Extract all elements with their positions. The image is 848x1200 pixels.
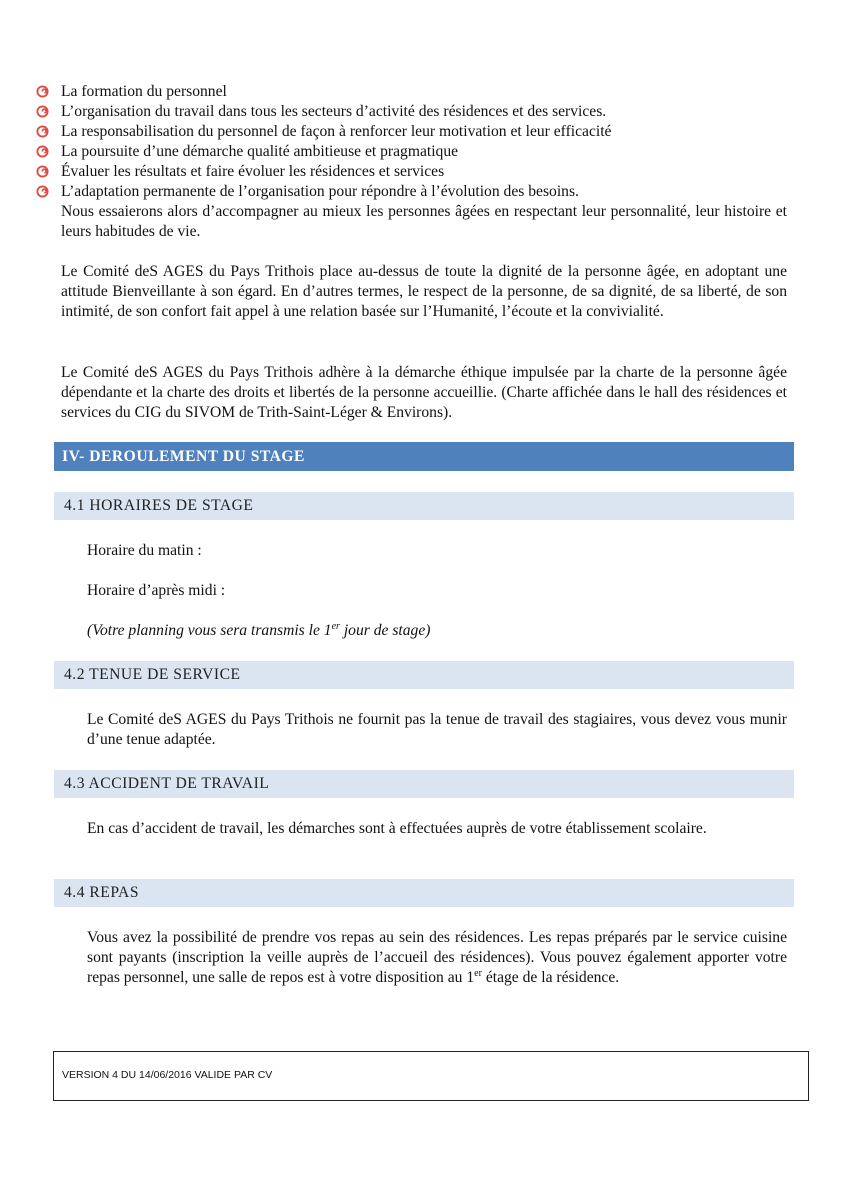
subsection-heading-4-2: 4.2 TENUE DE SERVICE bbox=[54, 661, 794, 689]
list-item-text: La responsabilisation du personnel de façon à renforcer leur motivation et leur efficacité bbox=[61, 123, 612, 140]
meals-text-end: étage de la résidence. bbox=[481, 969, 620, 986]
list-item-text: L’organisation du travail dans tous les secteurs d’activité des résidences et des services. bbox=[61, 103, 607, 120]
ethics-paragraph: Le Comité deS AGES du Pays Trithois adhère à la démarche éthique impulsée par la charte de la personne âgée dépendante et la charte des droits et libertés de la personne accueillie. (Charte affichée dans le hall des résidences et services du CIG du SIVOM de Trith-Saint-Léger & Environs). bbox=[61, 364, 787, 421]
morning-hours-label: Horaire du matin : bbox=[87, 542, 202, 559]
meals-sup: er bbox=[474, 968, 482, 979]
intro-paragraph: Nous essaierons alors d’accompagner au mieux les personnes âgées en respectant leur personnalité, leur histoire et leurs habitudes de vie. bbox=[61, 203, 787, 240]
list-item-text: L’adaptation permanente de l’organisation pour répondre à l’évolution des besoins. bbox=[61, 183, 579, 200]
list-item bbox=[36, 142, 796, 162]
objectives-list bbox=[36, 82, 796, 202]
list-item bbox=[36, 182, 796, 202]
red-spiral-icon bbox=[36, 165, 49, 178]
subsection-heading-4-1: 4.1 HORAIRES DE STAGE bbox=[54, 492, 794, 520]
footer-box bbox=[53, 1051, 809, 1101]
planning-note-sup: er bbox=[331, 621, 340, 632]
accident-paragraph: En cas d’accident de travail, les démarches sont à effectuées auprès de votre établissement scolaire. bbox=[87, 820, 707, 837]
version-footer: VERSION 4 DU 14/06/2016 VALIDE PAR CV bbox=[62, 1069, 273, 1081]
meals-text: Vous avez la possibilité de prendre vos repas au sein des résidences. Les repas préparés par le service cuisine sont payants (inscription la veille auprès de l’accueil des résidences). Vous pouvez également apporter votre repas personnel, une salle de repos est à votre disposition au 1 bbox=[87, 929, 787, 986]
uniform-paragraph: Le Comité deS AGES du Pays Trithois ne fournit pas la tenue de travail des stagiaires, vous devez vous munir d’une tenue adaptée. bbox=[87, 711, 787, 748]
list-item-text: La poursuite d’une démarche qualité ambitieuse et pragmatique bbox=[61, 143, 459, 160]
planning-note bbox=[87, 621, 430, 641]
red-spiral-icon bbox=[36, 85, 49, 98]
subsection-heading-4-3: 4.3 ACCIDENT DE TRAVAIL bbox=[54, 770, 794, 798]
list-item-text: Évaluer les résultats et faire évoluer les résidences et services bbox=[61, 163, 445, 180]
meals-paragraph bbox=[87, 928, 787, 988]
list-item bbox=[36, 122, 796, 142]
list-item-text: La formation du personnel bbox=[61, 83, 227, 100]
dignity-paragraph: Le Comité deS AGES du Pays Trithois place au-dessus de toute la dignité de la personne âgée, en adoptant une attitude Bienveillante à son égard. En d’autres termes, le respect de la personne, de sa dignité, de sa liberté, de son intimité, de son confort fait appel à une relation basée sur l’Humanité, l’écoute et la convivialité. bbox=[61, 263, 787, 320]
planning-note-end: jour de stage) bbox=[339, 622, 431, 639]
planning-note-text: (Votre planning vous sera transmis le 1 bbox=[87, 622, 332, 639]
red-spiral-icon bbox=[36, 105, 49, 118]
list-item bbox=[36, 162, 796, 182]
red-spiral-icon bbox=[36, 185, 49, 198]
list-item bbox=[36, 102, 796, 122]
red-spiral-icon bbox=[36, 145, 49, 158]
red-spiral-icon bbox=[36, 125, 49, 138]
afternoon-hours-label: Horaire d’après midi : bbox=[87, 582, 226, 599]
section-heading: IV- DEROULEMENT DU STAGE bbox=[54, 442, 794, 471]
list-item bbox=[36, 82, 796, 102]
subsection-heading-4-4: 4.4 REPAS bbox=[54, 879, 794, 907]
